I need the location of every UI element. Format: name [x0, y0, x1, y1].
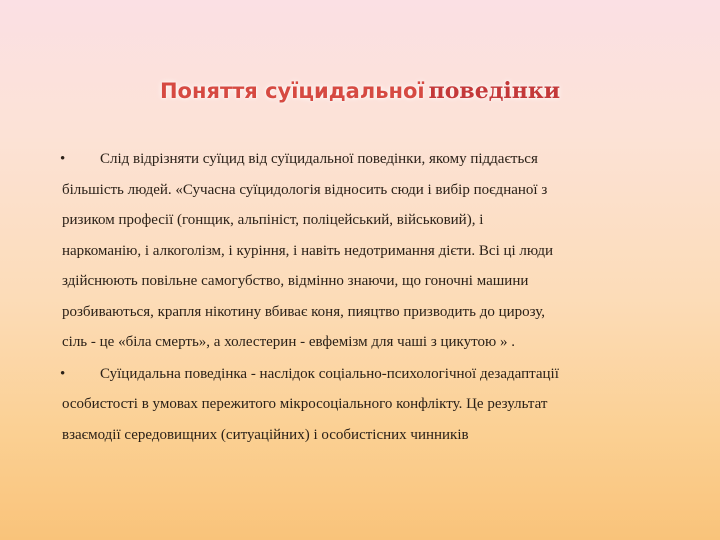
paragraph-2: [62, 359, 674, 451]
paragraph-line: Суїцидальна поведінка - наслідок соціально-психологічної дезадаптації: [100, 365, 559, 382]
paragraph-1: [62, 144, 674, 358]
paragraph-line: наркоманію, і алкоголізм, і куріння, і навіть недотримання дієти. Всі ці люди: [62, 242, 554, 259]
slide-body: [62, 144, 674, 450]
paragraph-line: особистості в умовах пережитого мікросоціального конфлікту. Це результат: [62, 396, 548, 412]
paragraph-line: сіль - це «біла смерть», а холестерин - евфемізм для чаші з цикутою » .: [62, 334, 515, 350]
paragraph-line: взаємодії середовищних (ситуаційних) і особистісних чинників: [62, 426, 469, 443]
slide-title: [0, 78, 720, 104]
paragraph-line: Слід відрізняти суїцид від суїцидальної поведінки, якому піддається: [100, 151, 538, 167]
paragraph-line: розбиваються, крапля нікотину вбиває коня, пияцтво призводить до цирозу,: [62, 303, 546, 320]
paragraph-line: здійснюють повільне самогубство, відмінно знаючи, що гоночні машини: [62, 273, 529, 289]
bullet-2: •: [60, 365, 66, 382]
paragraph-line: ризиком професії (гонщик, альпініст, поліцейський, військовий), і: [62, 212, 484, 228]
bullet-1: •: [60, 151, 66, 167]
title-part-1: Поняття суїцидальної: [159, 79, 425, 103]
title-part-2: поведінки: [428, 78, 561, 104]
paragraph-line: більшість людей. «Сучасна суїцидологія відносить сюди і вибір поєднаної з: [62, 181, 548, 198]
